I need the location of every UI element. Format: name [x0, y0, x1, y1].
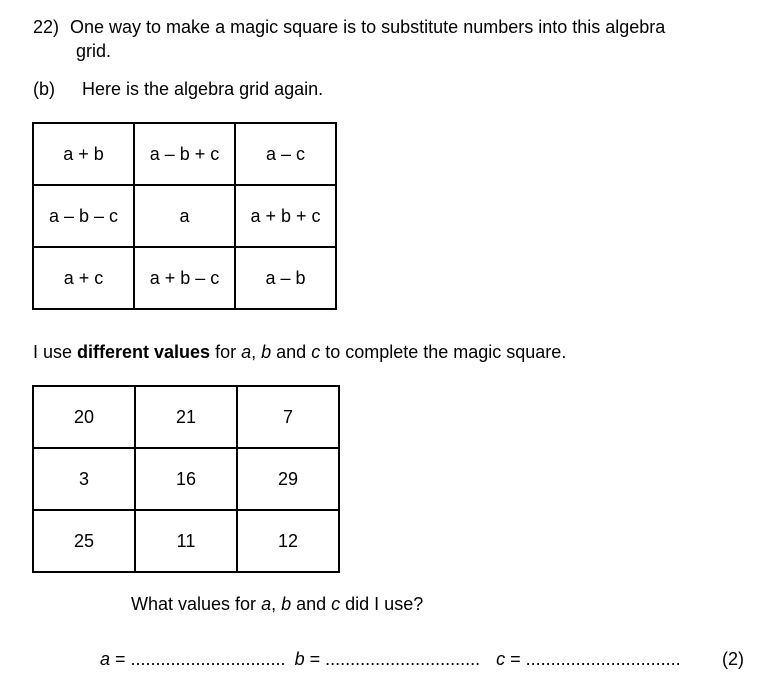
magic-square-cell: 21 — [135, 386, 237, 448]
algebra-grid-cell: a + b — [33, 123, 134, 185]
answer-line — [100, 648, 681, 670]
ask-text — [131, 593, 423, 615]
algebra-grid-cell: a – b – c — [33, 185, 134, 247]
instruction-bold: different values — [77, 342, 211, 362]
ask-sep: , — [271, 594, 282, 614]
ask-prefix: What values for — [131, 594, 262, 614]
answer-c-blank[interactable]: ............................... — [525, 649, 681, 669]
algebra-grid-cell: a — [134, 185, 235, 247]
marks-label: (2) — [722, 649, 744, 669]
question-text-line1: One way to make a magic square is to substitute numbers into this algebra — [70, 17, 666, 37]
magic-square-cell: 3 — [33, 448, 135, 510]
algebra-grid-cell: a – b — [235, 247, 336, 309]
magic-square-cell: 11 — [135, 510, 237, 572]
variable-c: c — [331, 594, 341, 614]
magic-square-cell: 25 — [33, 510, 135, 572]
magic-square-cell: 7 — [237, 386, 339, 448]
answer-a-label: a — [100, 649, 111, 669]
instruction-sep: , — [251, 342, 262, 362]
ask-and: and — [291, 594, 332, 614]
instruction-text — [33, 341, 566, 363]
part-label: (b) — [33, 79, 55, 99]
variable-a: a — [241, 342, 252, 362]
equals-sign: = — [110, 649, 131, 669]
answer-b-blank[interactable]: ............................... — [325, 649, 481, 669]
magic-square-cell: 29 — [237, 448, 339, 510]
algebra-grid-row — [33, 123, 336, 185]
magic-square-row — [33, 386, 339, 448]
algebra-grid-cell: a + c — [33, 247, 134, 309]
algebra-grid-row — [33, 247, 336, 309]
magic-square-cell: 20 — [33, 386, 135, 448]
variable-b: b — [281, 594, 292, 614]
variable-b: b — [261, 342, 272, 362]
ask-suffix: did I use? — [340, 594, 424, 614]
magic-square-cell: 12 — [237, 510, 339, 572]
magic-square-row — [33, 510, 339, 572]
algebra-grid-cell: a + b – c — [134, 247, 235, 309]
algebra-grid-cell: a – b + c — [134, 123, 235, 185]
question-text-line2: grid. — [76, 41, 112, 61]
question-number: 22) — [33, 17, 60, 37]
magic-square-row — [33, 448, 339, 510]
magic-square — [32, 385, 340, 573]
answer-c-label: c — [496, 649, 506, 669]
algebra-grid-cell: a – c — [235, 123, 336, 185]
part-text: Here is the algebra grid again. — [82, 79, 324, 99]
instruction-and: and — [271, 342, 312, 362]
instruction-prefix: I use — [33, 342, 78, 362]
variable-a: a — [261, 594, 272, 614]
variable-c: c — [311, 342, 321, 362]
equals-sign: = — [505, 649, 526, 669]
answer-a-blank[interactable]: ............................... — [130, 649, 286, 669]
algebra-grid-row — [33, 185, 336, 247]
equals-sign: = — [304, 649, 326, 669]
algebra-grid-cell: a + b + c — [235, 185, 336, 247]
instruction-mid: for — [210, 342, 242, 362]
answer-b-label: b — [294, 649, 305, 669]
magic-square-cell: 16 — [135, 448, 237, 510]
instruction-suffix: to complete the magic square. — [320, 342, 567, 362]
algebra-grid — [32, 122, 337, 310]
